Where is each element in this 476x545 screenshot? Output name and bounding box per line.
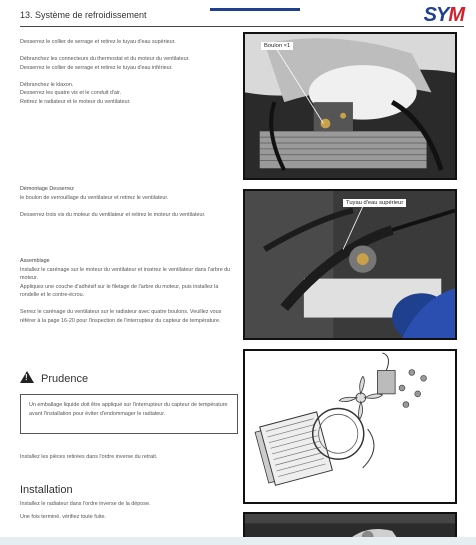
section-heading: Démontage Desserrez	[20, 186, 74, 192]
step-text: Serrez le carénage du ventilateur sur le radiateur avec quatre boulons. Veuillez vous référer à la page 16-20 pour l'inspection de l'interrupteur du capteur de température.	[20, 309, 222, 325]
step-text: Desserrez les quatre vis et le conduit d'air.	[20, 90, 122, 97]
step-text: Desserrez le collier de serrage et retirez le tuyau d'eau inférieur.	[20, 64, 173, 71]
warning-triangle-icon	[20, 371, 34, 383]
radiator-removal-photo	[243, 32, 457, 180]
disassembly-steps	[20, 185, 235, 228]
fan-exploded-view	[243, 349, 457, 504]
section-heading: Assemblage	[20, 258, 50, 264]
upper-water-hose-photo	[243, 189, 457, 340]
photo-callout: Boulon ×1	[261, 42, 293, 50]
step-text: le boulon de verrouillage du ventilateur et retirez le ventilateur.	[20, 194, 169, 201]
step-text: Une fois terminé, vérifiez toute fuite.	[20, 513, 106, 520]
caution-box	[20, 394, 238, 434]
step-text: Débranchez le klaxon.	[20, 81, 74, 88]
photo-callout: Tuyau d'eau supérieur	[343, 199, 406, 207]
reinstall-note: Installez les pièces retirées dans l'ordre inverse du retrait.	[20, 454, 158, 460]
step-text: Installez le carénage sur le moteur du ventilateur et insérez le ventilateur dans l'arbre du moteur.	[20, 266, 231, 282]
chapter-title: 13. Système de refroidissement	[20, 10, 147, 20]
assembly-steps	[20, 257, 235, 334]
sym-logo: SYM	[423, 4, 464, 26]
installation-steps	[20, 500, 235, 530]
step-text: Desserrez trois vis du moteur du ventilateur et retirez le moteur du ventilateur.	[20, 211, 206, 218]
caution-text: Un emballage liquide doit être appliqué sur l'interrupteur du capteur de température avant l'installation pour éviter d'endommager le radiateur.	[29, 402, 228, 417]
header-accent-bar	[210, 8, 300, 11]
step-text: Appliquez une couche d'adhésif sur le filetage de l'arbre du moteur, puis installez la rondelle et le contre-écrou.	[20, 283, 219, 299]
page-header	[20, 4, 464, 26]
step-text: Débranchez les connecteurs du thermostat et du moteur du ventilateur.	[20, 56, 190, 63]
caution-heading: !Prudence	[20, 371, 88, 385]
bottom-strip	[0, 537, 476, 545]
step-text: Desserrez le collier de serrage et retirez le tuyau d'eau supérieur.	[20, 39, 176, 45]
step-text: Installez le radiateur dans l'ordre inverse de la dépose.	[20, 501, 151, 507]
installation-heading: Installation	[20, 484, 73, 496]
step-text: Retirez le radiateur et le moteur du ventilateur.	[20, 98, 131, 105]
removal-steps	[20, 38, 235, 115]
header-divider	[20, 26, 464, 27]
